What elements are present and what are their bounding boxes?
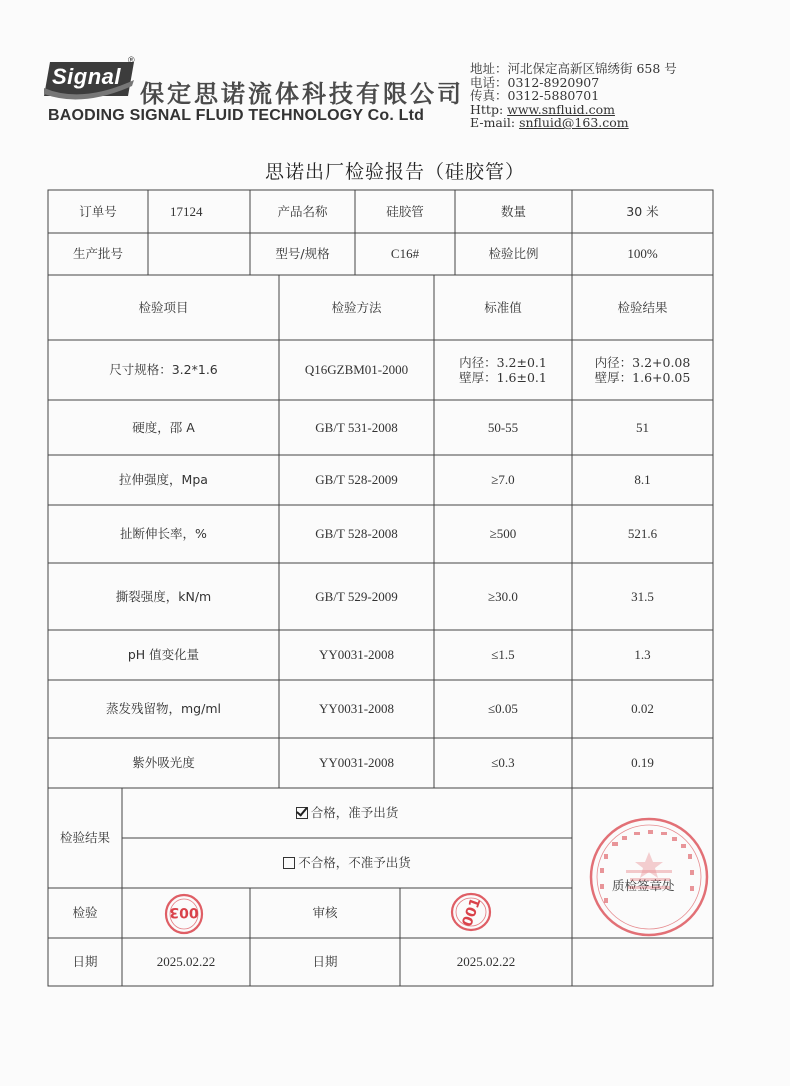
header-method: 检验方法 [331, 299, 382, 315]
company-name-en: BAODING SIGNAL FLUID TECHNOLOGY Co. Ltd [48, 107, 425, 124]
result-wall-thickness: 壁厚：1.6+0.05 [594, 370, 691, 385]
table-row-method: GB/T 528-2009 [315, 472, 398, 487]
http-label: Http: [470, 101, 504, 117]
registered-mark: ® [128, 55, 135, 65]
table-row-method: Q16GZBM01-2000 [304, 362, 409, 377]
table-row-result: 8.1 [634, 472, 651, 487]
table-row-standard: ≥500 [489, 526, 517, 541]
order-no-label: 订单号 [79, 203, 117, 219]
order-no-value: 17124 [170, 203, 203, 219]
pass-option[interactable] [122, 788, 572, 838]
table-row-standard: ≥30.0 [488, 588, 518, 604]
table-row-item: 尺寸规格：3.2*1.6 [109, 362, 218, 377]
contact-block [470, 62, 677, 130]
website-link[interactable]: www.snfluid.com [507, 101, 615, 117]
table-row-standard: ≤0.3 [491, 755, 515, 770]
table-row-item: 蒸发残留物，mg/ml [106, 701, 221, 716]
seal-area-label: 质检签章处 [612, 878, 675, 893]
table-row-method: GB/T 531-2008 [315, 419, 398, 435]
contact-email-line [470, 116, 677, 130]
email-link[interactable]: snfluid@163.com [519, 115, 629, 130]
company-name-cn: 保定思诺流体科技有限公司 [140, 80, 464, 108]
standard-wall-thickness: 壁厚：1.6±0.1 [459, 370, 547, 385]
header-result: 检验结果 [617, 299, 668, 315]
table-row-method: GB/T 529-2009 [315, 588, 398, 604]
result-inner-diameter: 内径：3.2+0.08 [594, 355, 691, 370]
contact-phone: 电话：0312-8920907 [470, 74, 600, 90]
company-seal-icon [584, 812, 714, 942]
header-item: 检验项目 [138, 299, 189, 315]
table-row-method: YY0031-2008 [318, 755, 395, 770]
table-row-standard [434, 340, 572, 400]
conclusion-label: 检验结果 [59, 830, 110, 845]
qty-value: 30 米 [626, 203, 659, 219]
inspector-label: 检验 [72, 905, 98, 920]
table-row-method: GB/T 528-2008 [315, 526, 398, 541]
model-value: C16# [390, 246, 420, 261]
product-value: 硅胶管 [386, 203, 424, 219]
review-date: 2025.02.22 [456, 954, 516, 969]
fail-option-label: 不合格，不准予出货 [298, 855, 411, 870]
reviewer-stamp-icon [448, 890, 494, 934]
inspector-stamp-number: 003 [169, 904, 199, 920]
ratio-label: 检验比例 [488, 246, 539, 261]
date-label-reviewer: 日期 [312, 954, 338, 969]
table-row-result: 1.3 [634, 647, 651, 662]
report-title: 思诺出厂检验报告（硅胶管） [264, 161, 525, 183]
table-row-standard: ≤0.05 [488, 701, 518, 716]
table-row-result: 31.5 [631, 588, 654, 604]
batch-value [148, 233, 250, 275]
table-row-result [572, 340, 713, 400]
qty-label: 数量 [500, 203, 526, 219]
table-row-standard: ≥7.0 [491, 472, 515, 487]
table-row-item: pH 值变化量 [127, 647, 200, 662]
checked-checkbox-icon[interactable] [296, 807, 308, 819]
reviewer-stamp-number: 001 [459, 895, 485, 929]
email-label: E-mail: [470, 115, 516, 130]
table-row-method: YY0031-2008 [318, 647, 395, 662]
table-row-item: 拉伸强度，Mpa [119, 472, 208, 487]
table-row-result: 521.6 [627, 526, 658, 541]
table-row-item: 硬度，邵 A [132, 419, 195, 435]
inspection-date: 2025.02.22 [156, 954, 216, 969]
pass-option-label: 合格，准予出货 [310, 805, 399, 820]
date-label-inspector: 日期 [72, 954, 98, 969]
header-standard: 标准值 [484, 299, 522, 315]
table-row-standard: 50-55 [487, 419, 519, 435]
table-row-standard: ≤1.5 [491, 647, 515, 662]
contact-fax: 传真：0312-5880701 [470, 88, 600, 103]
table-row-method: YY0031-2008 [318, 701, 395, 716]
table-row-item: 紫外吸光度 [132, 755, 195, 770]
standard-inner-diameter: 内径：3.2±0.1 [459, 355, 547, 370]
ratio-value: 100% [627, 246, 658, 261]
contact-address: 地址：河北保定高新区锦绣街 658 号 [470, 61, 677, 76]
contact-http-line [470, 103, 677, 117]
model-label: 型号/规格 [275, 246, 330, 261]
table-row-item: 撕裂强度，kN/m [115, 588, 212, 604]
reviewer-label: 审核 [312, 905, 338, 920]
inspector-stamp-icon [163, 893, 205, 935]
table-row-result: 0.02 [631, 701, 654, 716]
signal-logo-text: Signal [52, 64, 122, 89]
table-row-result: 51 [636, 419, 649, 435]
table-row-result: 0.19 [631, 755, 654, 770]
fail-option[interactable] [122, 838, 572, 888]
product-label: 产品名称 [277, 203, 328, 219]
table-row-item: 扯断伸长率，% [120, 526, 207, 541]
batch-label: 生产批号 [72, 246, 123, 261]
unchecked-checkbox-icon[interactable] [283, 857, 295, 869]
